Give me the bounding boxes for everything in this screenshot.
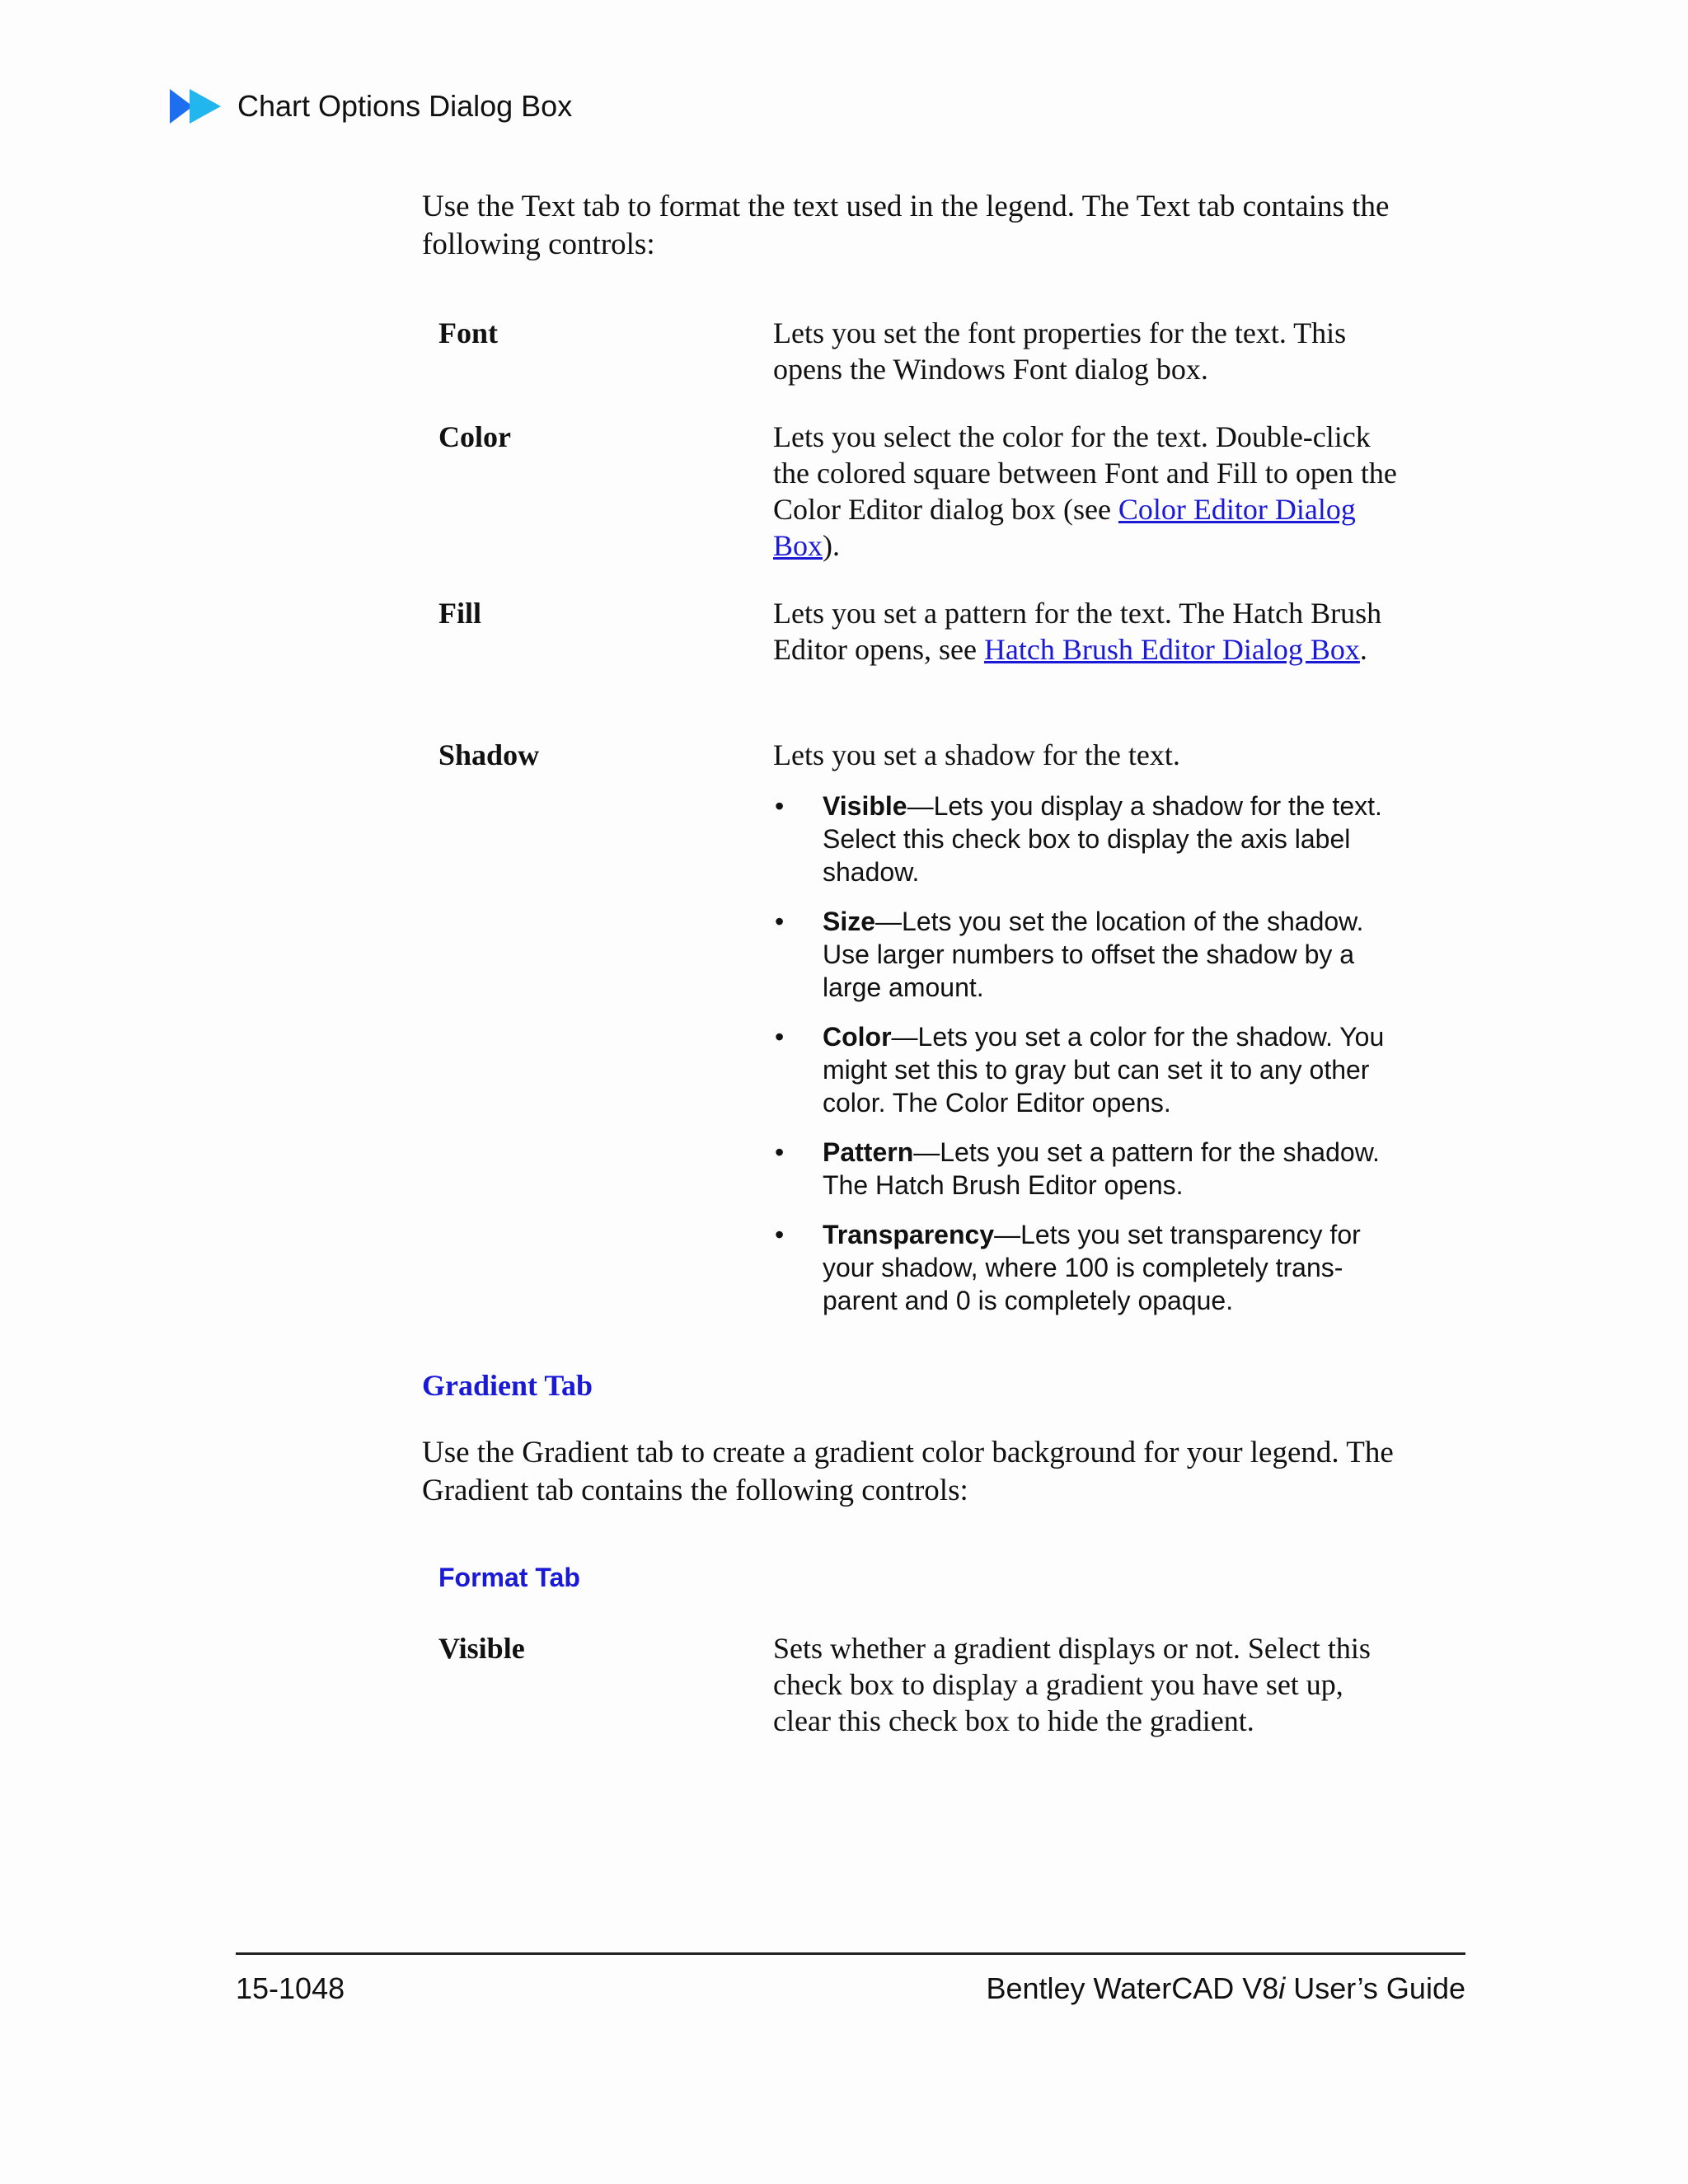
guide-title-end: User’s Guide bbox=[1285, 1971, 1465, 2005]
desc-fill bbox=[773, 595, 1400, 668]
desc-color-text: Lets you select the color for the text. Double-click the colored square between Font and Fill to open the Color Editor dialog box (see bbox=[773, 420, 1397, 526]
desc-font: Lets you set the font properties for the text. This opens the Windows Font dialog box. bbox=[773, 316, 1347, 386]
bullet-term: Visible bbox=[823, 791, 907, 821]
bullet-term: Transparency bbox=[823, 1220, 995, 1249]
intro-paragraph: Use the Text tab to format the text used in the legend. The Text tab contains the following controls: bbox=[422, 190, 1390, 261]
footer-rule bbox=[236, 1952, 1465, 1955]
bullet-term: Color bbox=[823, 1022, 892, 1052]
guide-title-main: Bentley WaterCAD V8 bbox=[986, 1971, 1279, 2005]
bullet-term: Size bbox=[823, 907, 876, 936]
bullet-text: —Lets you set a color for the shadow. You might set this to gray but can set it to any other color. The Color Editor opens. bbox=[823, 1022, 1385, 1118]
term-color: Color bbox=[438, 420, 511, 453]
desc-fill-end: . bbox=[1359, 633, 1367, 666]
format-tab-heading: Format Tab bbox=[438, 1563, 580, 1592]
header-title: Chart Options Dialog Box bbox=[237, 89, 573, 123]
bullet-dot: • bbox=[775, 1137, 785, 1167]
gradient-intro-paragraph: Use the Gradient tab to create a gradient color background for your legend. The Gradient tab contains the following controls: bbox=[422, 1436, 1394, 1507]
desc-color-end: ). bbox=[823, 529, 841, 562]
gradient-tab-heading: Gradient Tab bbox=[422, 1369, 593, 1402]
term-shadow: Shadow bbox=[438, 738, 540, 771]
bullet-dot: • bbox=[775, 1022, 785, 1052]
color-editor-link[interactable]: Color Editor Dialog Box bbox=[773, 493, 1356, 562]
desc-shadow: Lets you set a shadow for the text. bbox=[773, 738, 1180, 771]
bullet-transparency bbox=[773, 1218, 1400, 1317]
term-font: Font bbox=[438, 316, 498, 349]
term-visible: Visible bbox=[438, 1632, 525, 1665]
guide-title bbox=[986, 1971, 1465, 2006]
bullet-text: —Lets you set transparency for your shadow, where 100 is completely trans-parent and 0 is completely opaque. bbox=[823, 1220, 1361, 1315]
bullet-dot: • bbox=[775, 791, 785, 821]
desc-fill-text: Lets you set a pattern for the text. The Hatch Brush Editor opens, see bbox=[773, 597, 1382, 666]
bullet-dot: • bbox=[775, 1220, 785, 1249]
double-arrow-icon bbox=[170, 89, 221, 124]
desc-visible: Sets whether a gradient displays or not. Select this check box to display a gradient you have set up, clear this check box to hide the gradient. bbox=[773, 1632, 1371, 1737]
page-header bbox=[170, 87, 572, 125]
desc-color bbox=[773, 419, 1400, 564]
bullet-text: —Lets you set the location of the shadow. Use larger numbers to offset the shadow by a large amount. bbox=[823, 907, 1364, 1002]
page-number: 15-1048 bbox=[236, 1971, 345, 2005]
bullet-pattern bbox=[773, 1136, 1400, 1202]
shadow-bullet-list bbox=[773, 790, 1400, 1333]
term-fill: Fill bbox=[438, 597, 481, 630]
bullet-color bbox=[773, 1020, 1400, 1119]
bullet-term: Pattern bbox=[823, 1137, 914, 1167]
bullet-visible bbox=[773, 790, 1400, 888]
bullet-text: —Lets you display a shadow for the text. Select this check box to display the axis label shadow. bbox=[823, 791, 1382, 887]
hatch-brush-editor-link[interactable]: Hatch Brush Editor Dialog Box bbox=[983, 633, 1360, 666]
bullet-text: —Lets you set a pattern for the shadow. The Hatch Brush Editor opens. bbox=[823, 1137, 1380, 1200]
guide-title-italic: i bbox=[1278, 1971, 1286, 2005]
bullet-size bbox=[773, 905, 1400, 1004]
bullet-dot: • bbox=[775, 907, 785, 936]
